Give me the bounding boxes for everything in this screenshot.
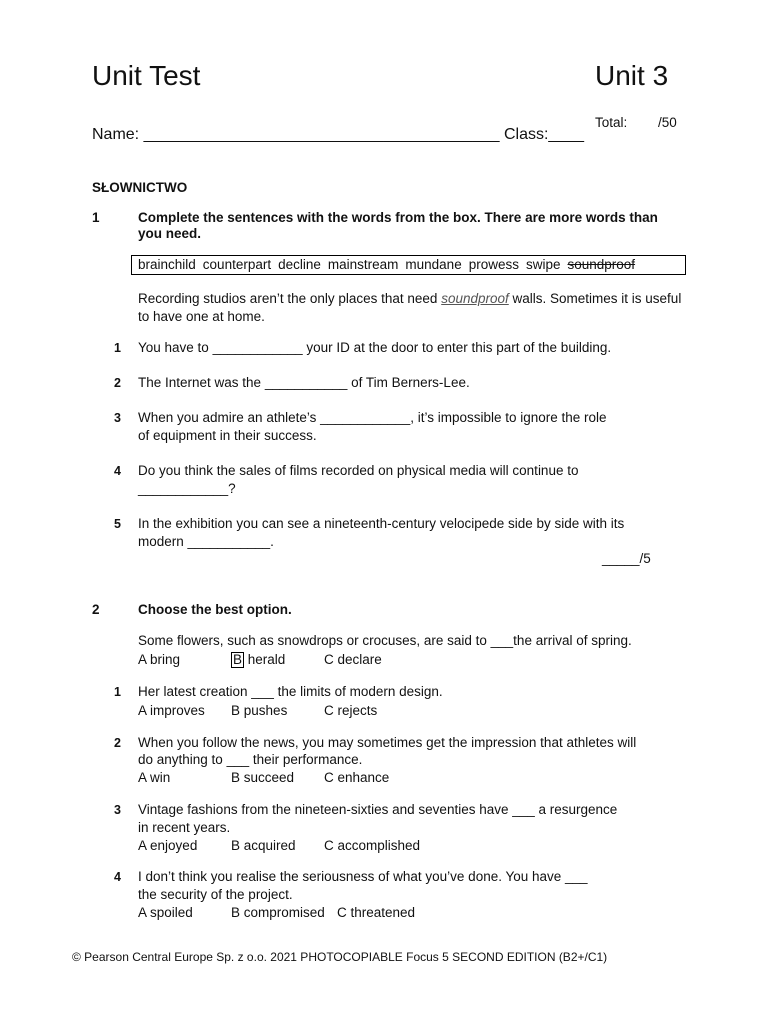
option-c: C declare [324, 652, 382, 667]
box-word: prowess [468, 257, 519, 272]
exercise-1-item-3-line-2: of equipment in their success. [138, 428, 317, 443]
exercise-2-item-2-line-2: do anything to ___ their performance. [138, 752, 363, 767]
option-a: A bring [138, 652, 181, 667]
exercise-1-item-3-line-1: When you admire an athlete’s ____________, it’s impossible to ignore the role [138, 410, 607, 425]
exercise-1-number: 1 [92, 210, 100, 225]
option-b-selected: B herald [233, 652, 286, 667]
example-text-before: Recording studios aren’t the only places that need [138, 291, 442, 306]
option-a: A win [138, 770, 171, 785]
option-b: B compromised [231, 905, 325, 920]
exercise-2-item-4-line-2: the security of the project. [138, 887, 293, 902]
option-b: B pushes [231, 703, 288, 718]
item-number: 4 [114, 870, 121, 884]
exercise-2-item-4-line-1: I don’t think you realise the seriousness of what you’ve done. You have ___ [138, 869, 588, 884]
exercise-1-item-5-line-2: modern ___________. [138, 534, 274, 549]
option-c: C threatened [337, 905, 416, 920]
option-a: A enjoyed [138, 838, 198, 853]
box-word: decline [278, 257, 321, 272]
exercise-1-instruction: Complete the sentences with the words from the box. There are more words than you need. [138, 210, 658, 241]
option-b: B acquired [231, 838, 296, 853]
exercise-1-score: _____/5 [602, 551, 651, 566]
item-number: 3 [114, 411, 121, 425]
exercise-2-instruction: Choose the best option. [138, 602, 292, 617]
box-word: brainchild [138, 257, 196, 272]
option-c: C enhance [324, 770, 390, 785]
exercise-1-item-1: You have to ____________ your ID at the door to enter this part of the building. [138, 340, 612, 355]
exercise-1-item-4-line-2: ____________? [138, 481, 236, 496]
item-number: 5 [114, 517, 121, 531]
option-a: A spoiled [138, 905, 193, 920]
item-number: 1 [114, 341, 121, 355]
example-text-after: walls. Sometimes it is useful to have one at home. [138, 291, 682, 324]
exercise-2-example: Some flowers, such as snowdrops or crocuses, are said to ___the arrival of spring. [138, 633, 632, 648]
name-class-line: Name: ________________________________________ Class:____ [92, 126, 584, 143]
item-number: 2 [114, 376, 121, 390]
box-word: mainstream [327, 257, 399, 272]
selected-letter-box: B [233, 652, 243, 667]
option-b: B succeed [231, 770, 295, 785]
example-answer: soundproof [441, 291, 509, 306]
total-max: /50 [658, 115, 677, 130]
box-word: mundane [405, 257, 462, 272]
option-c: C rejects [324, 703, 378, 718]
exercise-1-example [138, 290, 683, 326]
total-label: Total: [595, 115, 628, 130]
exercise-2-item-1: Her latest creation ___ the limits of modern design. [138, 684, 443, 699]
item-number: 4 [114, 464, 121, 478]
exercise-1-item-5-line-1: In the exhibition you can see a nineteenth-century velocipede side by side with its [138, 516, 625, 531]
exercise-2-item-2-line-1: When you follow the news, you may sometimes get the impression that athletes will [138, 735, 637, 750]
item-number: 1 [114, 685, 121, 699]
exercise-1-item-2: The Internet was the ___________ of Tim Berners-Lee. [138, 375, 470, 390]
section-heading: SŁOWNICTWO [92, 180, 188, 195]
unit-label: Unit 3 [595, 60, 669, 91]
option-c: C accomplished [324, 838, 421, 853]
exercise-2-number: 2 [92, 602, 100, 617]
word-box [131, 255, 686, 275]
page-title: Unit Test [92, 60, 201, 91]
exercise-2-item-3-line-2: in recent years. [138, 820, 231, 835]
item-number: 3 [114, 803, 121, 817]
exercise-2-item-3-line-1: Vintage fashions from the nineteen-sixties and seventies have ___ a resurgence [138, 802, 618, 817]
option-a: A improves [138, 703, 205, 718]
box-word: swipe [525, 257, 561, 272]
item-number: 2 [114, 736, 121, 750]
exercise-1-item-4-line-1: Do you think the sales of films recorded on physical media will continue to [138, 463, 579, 478]
box-word: counterpart [202, 257, 272, 272]
copyright-footer: © Pearson Central Europe Sp. z o.o. 2021 PHOTOCOPIABLE Focus 5 SECOND EDITION (B2+/C1) [72, 950, 608, 964]
box-word-struck: soundproof [567, 257, 636, 272]
